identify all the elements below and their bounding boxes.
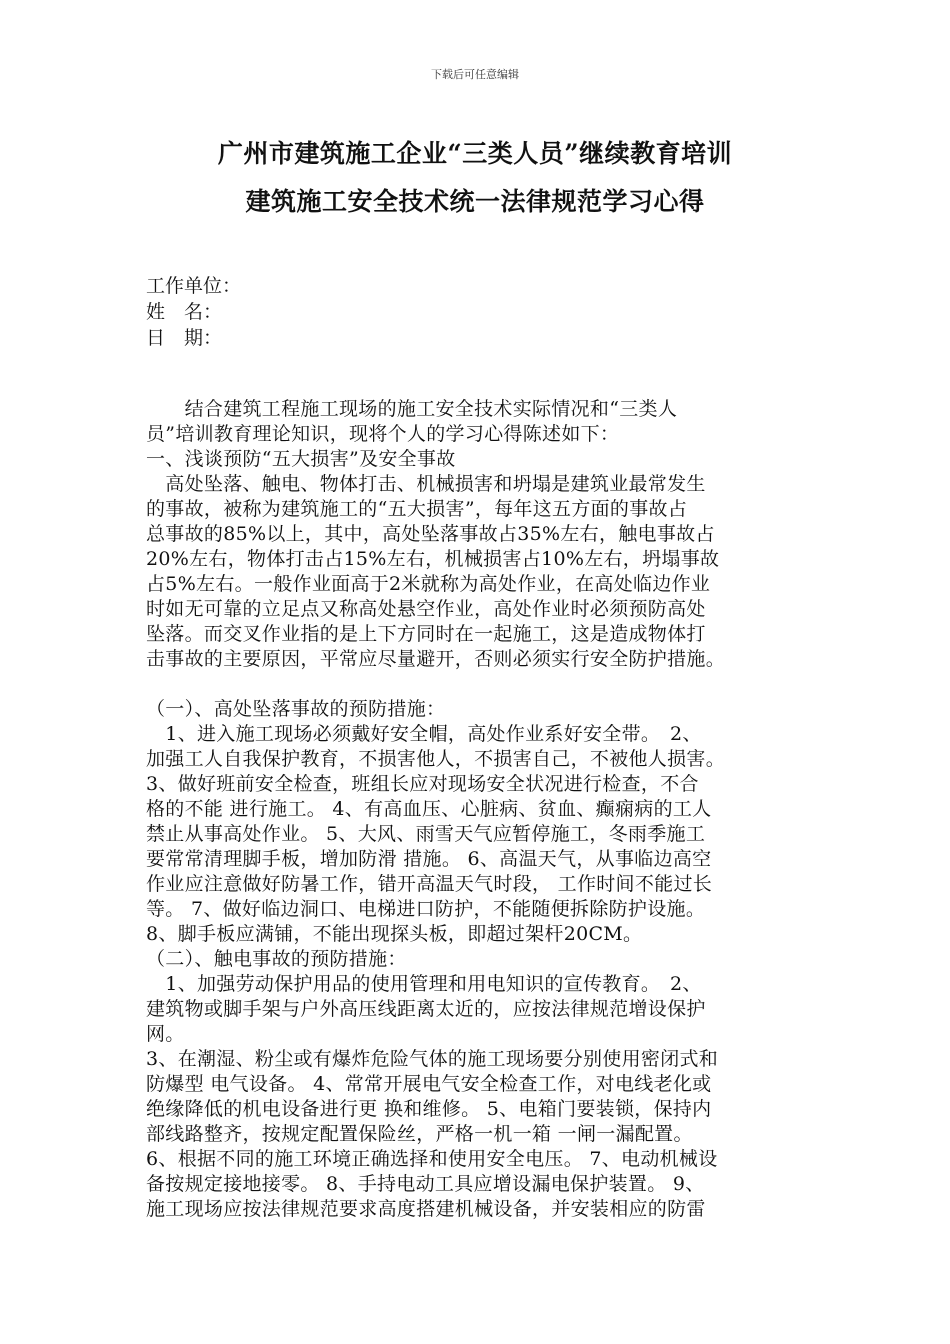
body-line: 要常常清理脚手板，增加防滑 措施。 6、高温天气，从事临边高空 <box>146 848 712 870</box>
body-line: 禁止从事高处作业。 5、大风、雨雪天气应暂停施工，冬雨季施工 <box>146 823 706 845</box>
body-line: 占5%左右。一般作业面高于2米就称为高处作业，在高处临边作业 <box>146 573 711 595</box>
document-body <box>146 397 826 1222</box>
body-line: 网。 <box>146 1023 185 1045</box>
document-title-line2: 建筑施工安全技术统一法律规范学习心得 <box>245 187 705 216</box>
info-unit-label: 工作单位： <box>146 275 242 297</box>
subsection-heading: （一）、高处坠落事故的预防措施： <box>146 698 446 720</box>
body-line: 时如无可靠的立足点又称高处悬空作业，高处作业时必须预防高处 <box>146 598 706 620</box>
info-name-label: 姓 名： <box>146 301 223 323</box>
body-line: 绝缘降低的机电设备进行更 换和维修。 5、电箱门要装锁，保持内 <box>146 1098 712 1120</box>
info-block <box>146 273 241 351</box>
body-line: 备按规定接地接零。 8、手持电动工具应增设漏电保护装置。 9、 <box>146 1173 705 1195</box>
body-line: 加强工人自我保护教育，不损害他人，不损害自己，不被他人损害。 <box>146 748 726 770</box>
section-heading: 一、浅谈预防“五大损害”及安全事故 <box>146 448 456 470</box>
document-title-line1: 广州市建筑施工企业“三类人员”继续教育培训 <box>217 139 733 168</box>
body-line: 员”培训教育理论知识，现将个人的学习心得陈述如下： <box>146 423 620 445</box>
header-note: 下载后可任意编辑 <box>431 68 519 81</box>
subsection-heading: （二）、触电事故的预防措施： <box>146 948 407 970</box>
body-line: 施工现场应按法律规范要求高度搭建机械设备，并安装相应的防雷 <box>146 1198 706 1220</box>
body-line: 20%左右，物体打击占15%左右，机械损害占10%左右，坍塌事故 <box>146 548 720 570</box>
body-line: 作业应注意做好防暑工作，错开高温天气时段， 工作时间不能过长 <box>146 873 713 895</box>
body-line: 结合建筑工程施工现场的施工安全技术实际情况和“三类人 <box>146 398 678 420</box>
body-line: 建筑物或脚手架与户外高压线距离太近的，应按法律规范增设保护 <box>146 998 706 1020</box>
body-line: 坠落。而交叉作业指的是上下方同时在一起施工，这是造成物体打 <box>146 623 706 645</box>
body-line: 部线路整齐，按规定配置保险丝，严格一机一箱 一闸一漏配置。 <box>146 1123 693 1145</box>
body-line: 防爆型 电气设备。 4、常常开展电气安全检查工作，对电线老化或 <box>146 1073 712 1095</box>
body-line: 格的不能 进行施工。 4、有高血压、心脏病、贫血、癫痫病的工人 <box>146 798 712 820</box>
body-line: 高处坠落、触电、物体打击、机械损害和坍塌是建筑业最常发生 <box>146 473 706 495</box>
body-line: 1、进入施工现场必须戴好安全帽，高处作业系好安全带。 2、 <box>146 723 702 745</box>
body-line: 3、做好班前安全检查，班组长应对现场安全状况进行检查，不合 <box>146 773 699 795</box>
body-line: 1、加强劳动保护用品的使用管理和用电知识的宣传教育。 2、 <box>146 973 702 995</box>
body-line: 总事故的85%以上，其中，高处坠落事故占35%左右，触电事故占 <box>146 523 715 545</box>
body-line: 6、根据不同的施工环境正确选择和使用安全电压。 7、电动机械设 <box>146 1148 718 1170</box>
paragraph-gap <box>146 672 826 697</box>
body-line: 的事故，被称为建筑施工的“五大损害”，每年这五方面的事故占 <box>146 498 688 520</box>
body-line: 击事故的主要原因，平常应尽量避开，否则必须实行安全防护措施。 <box>146 648 726 670</box>
info-date-label: 日 期： <box>146 327 223 349</box>
body-line: 8、脚手板应满铺，不能出现探头板，即超过架杆20CM。 <box>146 923 643 945</box>
body-line: 3、在潮湿、粉尘或有爆炸危险气体的施工现场要分别使用密闭式和 <box>146 1048 719 1070</box>
body-line: 等。 7、做好临边洞口、电梯进口防护，不能随便拆除防护设施。 <box>146 898 706 920</box>
